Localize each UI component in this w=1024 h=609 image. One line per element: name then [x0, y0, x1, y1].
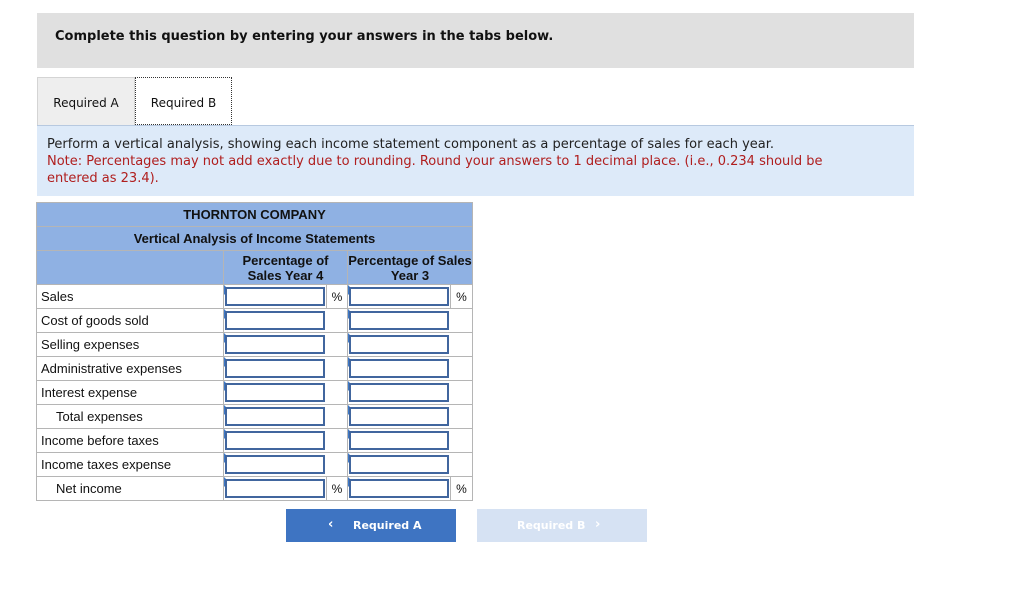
- year4-total-expenses-input[interactable]: [225, 407, 325, 426]
- instruction-text: Perform a vertical analysis, showing each income statement component as a percentage of sales for each year.: [47, 137, 775, 152]
- input-cell[interactable]: [224, 309, 348, 333]
- instructions-panel: [37, 125, 914, 196]
- next-button-label: Required B: [517, 519, 586, 532]
- company-name: THORNTON COMPANY: [37, 203, 473, 227]
- vertical-analysis-worksheet: [36, 202, 473, 501]
- banner-text: Complete this question by entering your answers in the tabs below.: [55, 29, 554, 44]
- percent-sign: %: [327, 285, 348, 309]
- label-column-header: [37, 251, 224, 285]
- row-label-interest: Interest expense: [37, 381, 224, 405]
- col-header-year4: Percentage of Sales Year 4: [224, 251, 348, 285]
- input-cell[interactable]: [348, 381, 473, 405]
- input-cell[interactable]: [348, 357, 473, 381]
- col-header-year3: Percentage of Sales Year 3: [348, 252, 472, 283]
- row-label-net-income: Net income: [37, 477, 224, 501]
- percent-sign: %: [451, 477, 473, 501]
- row-label-income-taxes: Income taxes expense: [37, 453, 224, 477]
- year3-cogs-input[interactable]: [349, 311, 449, 330]
- year3-net-income-input[interactable]: [349, 479, 449, 498]
- percent-sign: %: [327, 477, 348, 501]
- input-cell[interactable]: [348, 477, 451, 501]
- year3-interest-input[interactable]: [349, 383, 449, 402]
- input-cell[interactable]: [224, 333, 348, 357]
- year3-total-expenses-input[interactable]: [349, 407, 449, 426]
- input-cell[interactable]: [224, 357, 348, 381]
- year4-cogs-input[interactable]: [225, 311, 325, 330]
- year4-interest-input[interactable]: [225, 383, 325, 402]
- row-label-income-before-taxes: Income before taxes: [37, 429, 224, 453]
- chevron-left-icon: ‹: [328, 517, 334, 532]
- row-label-selling: Selling expenses: [37, 333, 224, 357]
- input-cell[interactable]: [224, 285, 327, 309]
- year3-selling-input[interactable]: [349, 335, 449, 354]
- year4-selling-input[interactable]: [225, 335, 325, 354]
- chevron-right-icon: ›: [595, 517, 601, 532]
- percent-sign: %: [451, 285, 473, 309]
- input-cell[interactable]: [348, 309, 473, 333]
- input-cell[interactable]: [224, 429, 348, 453]
- input-cell[interactable]: [348, 405, 473, 429]
- input-cell[interactable]: [348, 429, 473, 453]
- prev-button-label: Required A: [353, 519, 422, 532]
- tab-required-a[interactable]: [37, 77, 135, 125]
- year3-income-taxes-input[interactable]: [349, 455, 449, 474]
- row-label-sales: Sales: [37, 285, 224, 309]
- tab-label: Required B: [150, 96, 217, 110]
- input-cell[interactable]: [348, 333, 473, 357]
- prev-required-a-button[interactable]: [286, 509, 456, 542]
- year4-admin-input[interactable]: [225, 359, 325, 378]
- input-cell[interactable]: [224, 381, 348, 405]
- input-cell[interactable]: [348, 453, 473, 477]
- input-cell[interactable]: [224, 405, 348, 429]
- tab-required-b[interactable]: [135, 77, 232, 125]
- row-label-admin: Administrative expenses: [37, 357, 224, 381]
- input-cell[interactable]: [224, 453, 348, 477]
- row-label-cogs: Cost of goods sold: [37, 309, 224, 333]
- year4-income-before-taxes-input[interactable]: [225, 431, 325, 450]
- tab-label: Required A: [53, 96, 119, 110]
- year3-sales-input[interactable]: [349, 287, 449, 306]
- question-banner: [37, 13, 914, 68]
- year4-income-taxes-input[interactable]: [225, 455, 325, 474]
- statement-title: Vertical Analysis of Income Statements: [37, 227, 473, 251]
- input-cell[interactable]: [348, 285, 451, 309]
- year3-income-before-taxes-input[interactable]: [349, 431, 449, 450]
- next-required-b-button[interactable]: [477, 509, 647, 542]
- instruction-note: Note: Percentages may not add exactly due to rounding. Round your answers to 1 decimal place. (i.e., 0.234 should be entered as 23.4).: [47, 154, 823, 186]
- year3-admin-input[interactable]: [349, 359, 449, 378]
- row-label-total-expenses: Total expenses: [37, 405, 224, 429]
- year4-sales-input[interactable]: [225, 287, 325, 306]
- year4-net-income-input[interactable]: [225, 479, 325, 498]
- input-cell[interactable]: [224, 477, 327, 501]
